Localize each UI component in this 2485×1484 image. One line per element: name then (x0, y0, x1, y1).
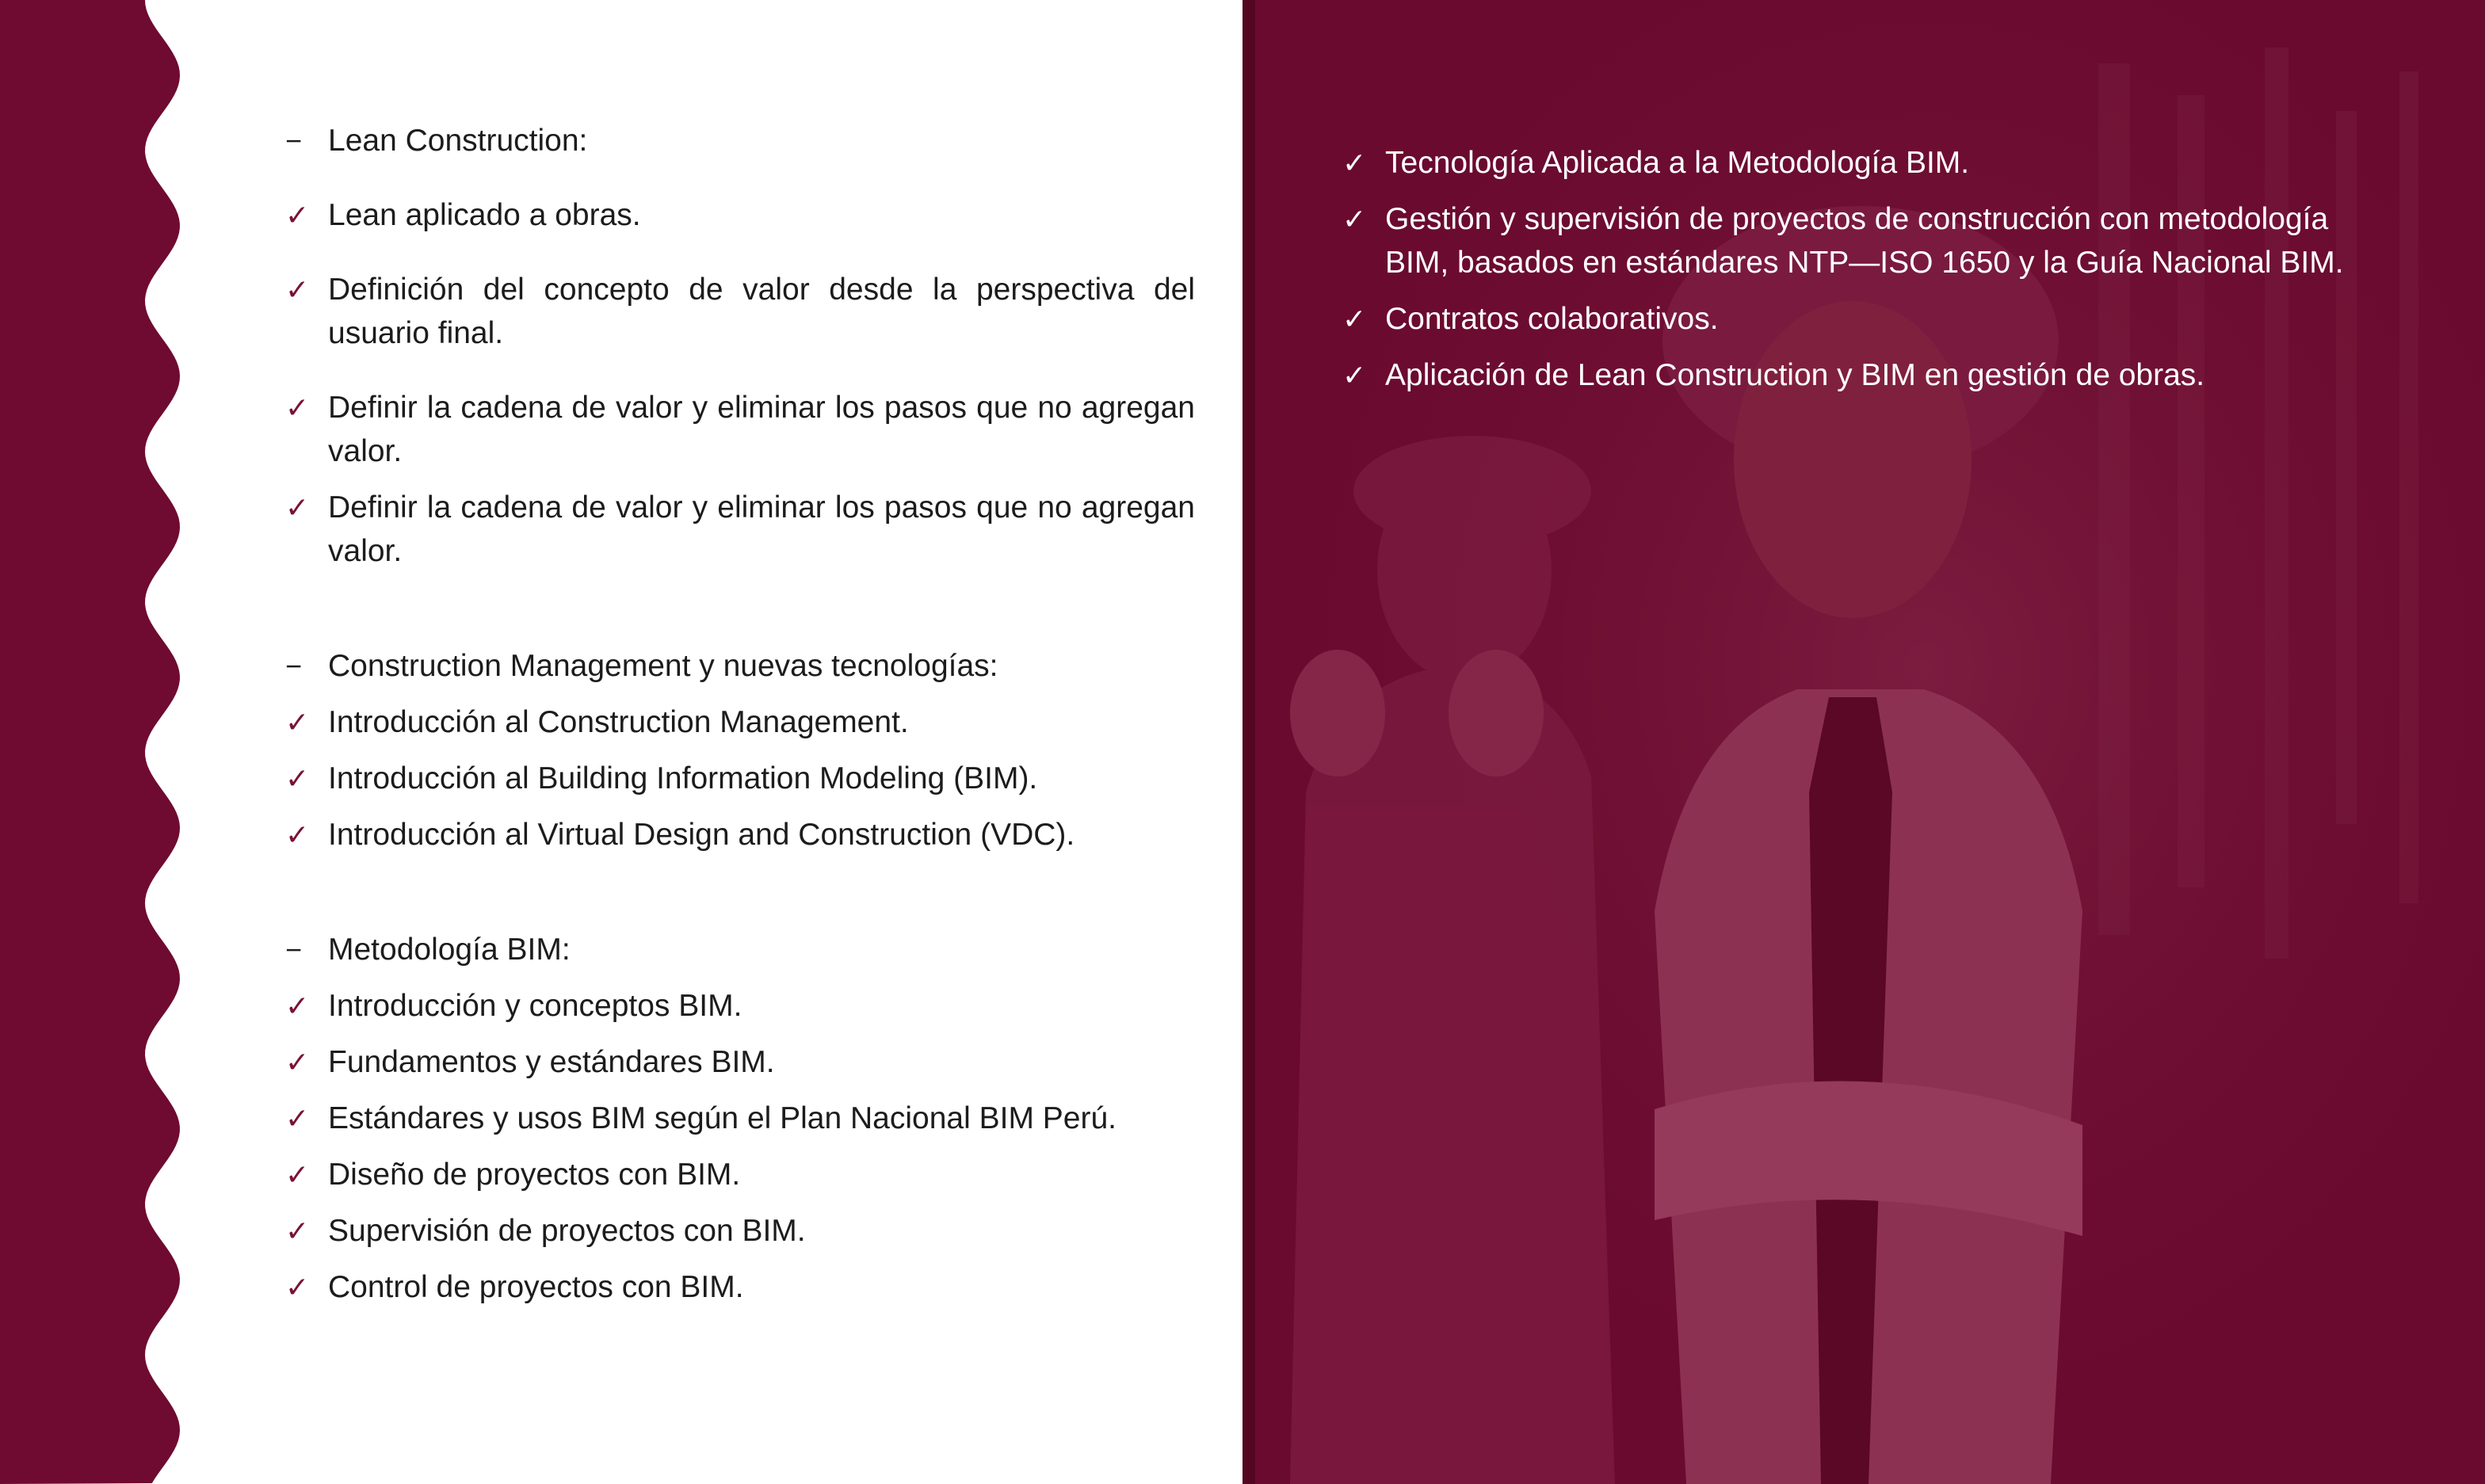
section-heading (285, 119, 1195, 162)
item-text: Introducción al Building Information Modeling (BIM). (328, 761, 1038, 795)
check-icon: ✓ (285, 391, 310, 424)
list-item (285, 757, 1195, 800)
list-item (1342, 297, 2372, 341)
check-icon: ✓ (1342, 359, 1367, 391)
check-icon: ✓ (285, 1046, 310, 1078)
list-item (1342, 353, 2372, 397)
heading-text: Lean Construction: (328, 124, 588, 158)
item-text: Diseño de proyectos con BIM. (328, 1158, 741, 1192)
check-icon: ✓ (285, 990, 310, 1022)
item-text: Introducción y conceptos BIM. (328, 989, 742, 1023)
item-text: Aplicación de Lean Construction y BIM en gestión de obras. (1385, 358, 2205, 392)
check-icon: ✓ (285, 1158, 310, 1191)
check-icon: ✓ (285, 199, 310, 231)
item-text: Definir la cadena de valor y eliminar los pasos que no agregan valor. (328, 490, 1195, 568)
item-text: Estándares y usos BIM según el Plan Nacional BIM Perú. (328, 1101, 1117, 1135)
item-text: Introducción al Construction Management. (328, 705, 909, 739)
list-item (285, 1097, 1195, 1140)
item-text: Fundamentos y estándares BIM. (328, 1045, 775, 1079)
list-item (285, 486, 1195, 573)
section-construction-management (285, 644, 1195, 856)
check-icon: ✓ (1342, 303, 1367, 335)
check-icon: ✓ (285, 273, 310, 306)
list-item (285, 813, 1195, 856)
check-icon: ✓ (1342, 203, 1367, 235)
list-item (285, 1153, 1195, 1196)
right-content-list (1342, 141, 2372, 410)
wavy-border-decoration (0, 0, 190, 1484)
section-heading (285, 928, 1195, 971)
dash-icon: − (285, 124, 303, 157)
heading-text: Metodología BIM: (328, 933, 571, 967)
item-text: Definir la cadena de valor y eliminar los pasos que no agregan valor. (328, 391, 1195, 468)
check-icon: ✓ (1342, 147, 1367, 179)
list-item (285, 268, 1195, 355)
list-item (285, 386, 1195, 473)
panel-divider (1242, 0, 1255, 1484)
dash-icon: − (285, 650, 303, 682)
check-icon: ✓ (285, 1102, 310, 1135)
check-icon: ✓ (285, 706, 310, 738)
list-item (285, 1209, 1195, 1253)
section-lean-construction (285, 119, 1195, 573)
dash-icon: − (285, 933, 303, 966)
left-content-panel (285, 119, 1195, 1380)
list-item (285, 700, 1195, 744)
list-item (285, 1040, 1195, 1084)
item-text: Gestión y supervisión de proyectos de construcción con metodología BIM, basados en estándares NTP—ISO 1650 y la Guía Nacional BIM. (1385, 202, 2344, 280)
list-item (285, 1265, 1195, 1309)
check-icon: ✓ (285, 762, 310, 795)
section-bim-methodology (285, 928, 1195, 1309)
list-item (285, 193, 1195, 237)
list-item (1342, 197, 2372, 284)
check-icon: ✓ (285, 1215, 310, 1247)
list-item (285, 984, 1195, 1028)
item-text: Contratos colaborativos. (1385, 302, 1719, 336)
item-text: Lean aplicado a obras. (328, 198, 641, 232)
item-text: Definición del concepto de valor desde la perspectiva del usuario final. (328, 273, 1195, 350)
item-text: Control de proyectos con BIM. (328, 1270, 744, 1304)
item-text: Introducción al Virtual Design and Construction (VDC). (328, 818, 1075, 852)
check-icon: ✓ (285, 818, 310, 851)
check-icon: ✓ (285, 491, 310, 524)
list-item (1342, 141, 2372, 185)
heading-text: Construction Management y nuevas tecnologías: (328, 649, 998, 683)
check-icon: ✓ (285, 1271, 310, 1303)
item-text: Tecnología Aplicada a la Metodología BIM. (1385, 146, 1970, 180)
item-text: Supervisión de proyectos con BIM. (328, 1214, 806, 1248)
section-heading (285, 644, 1195, 688)
